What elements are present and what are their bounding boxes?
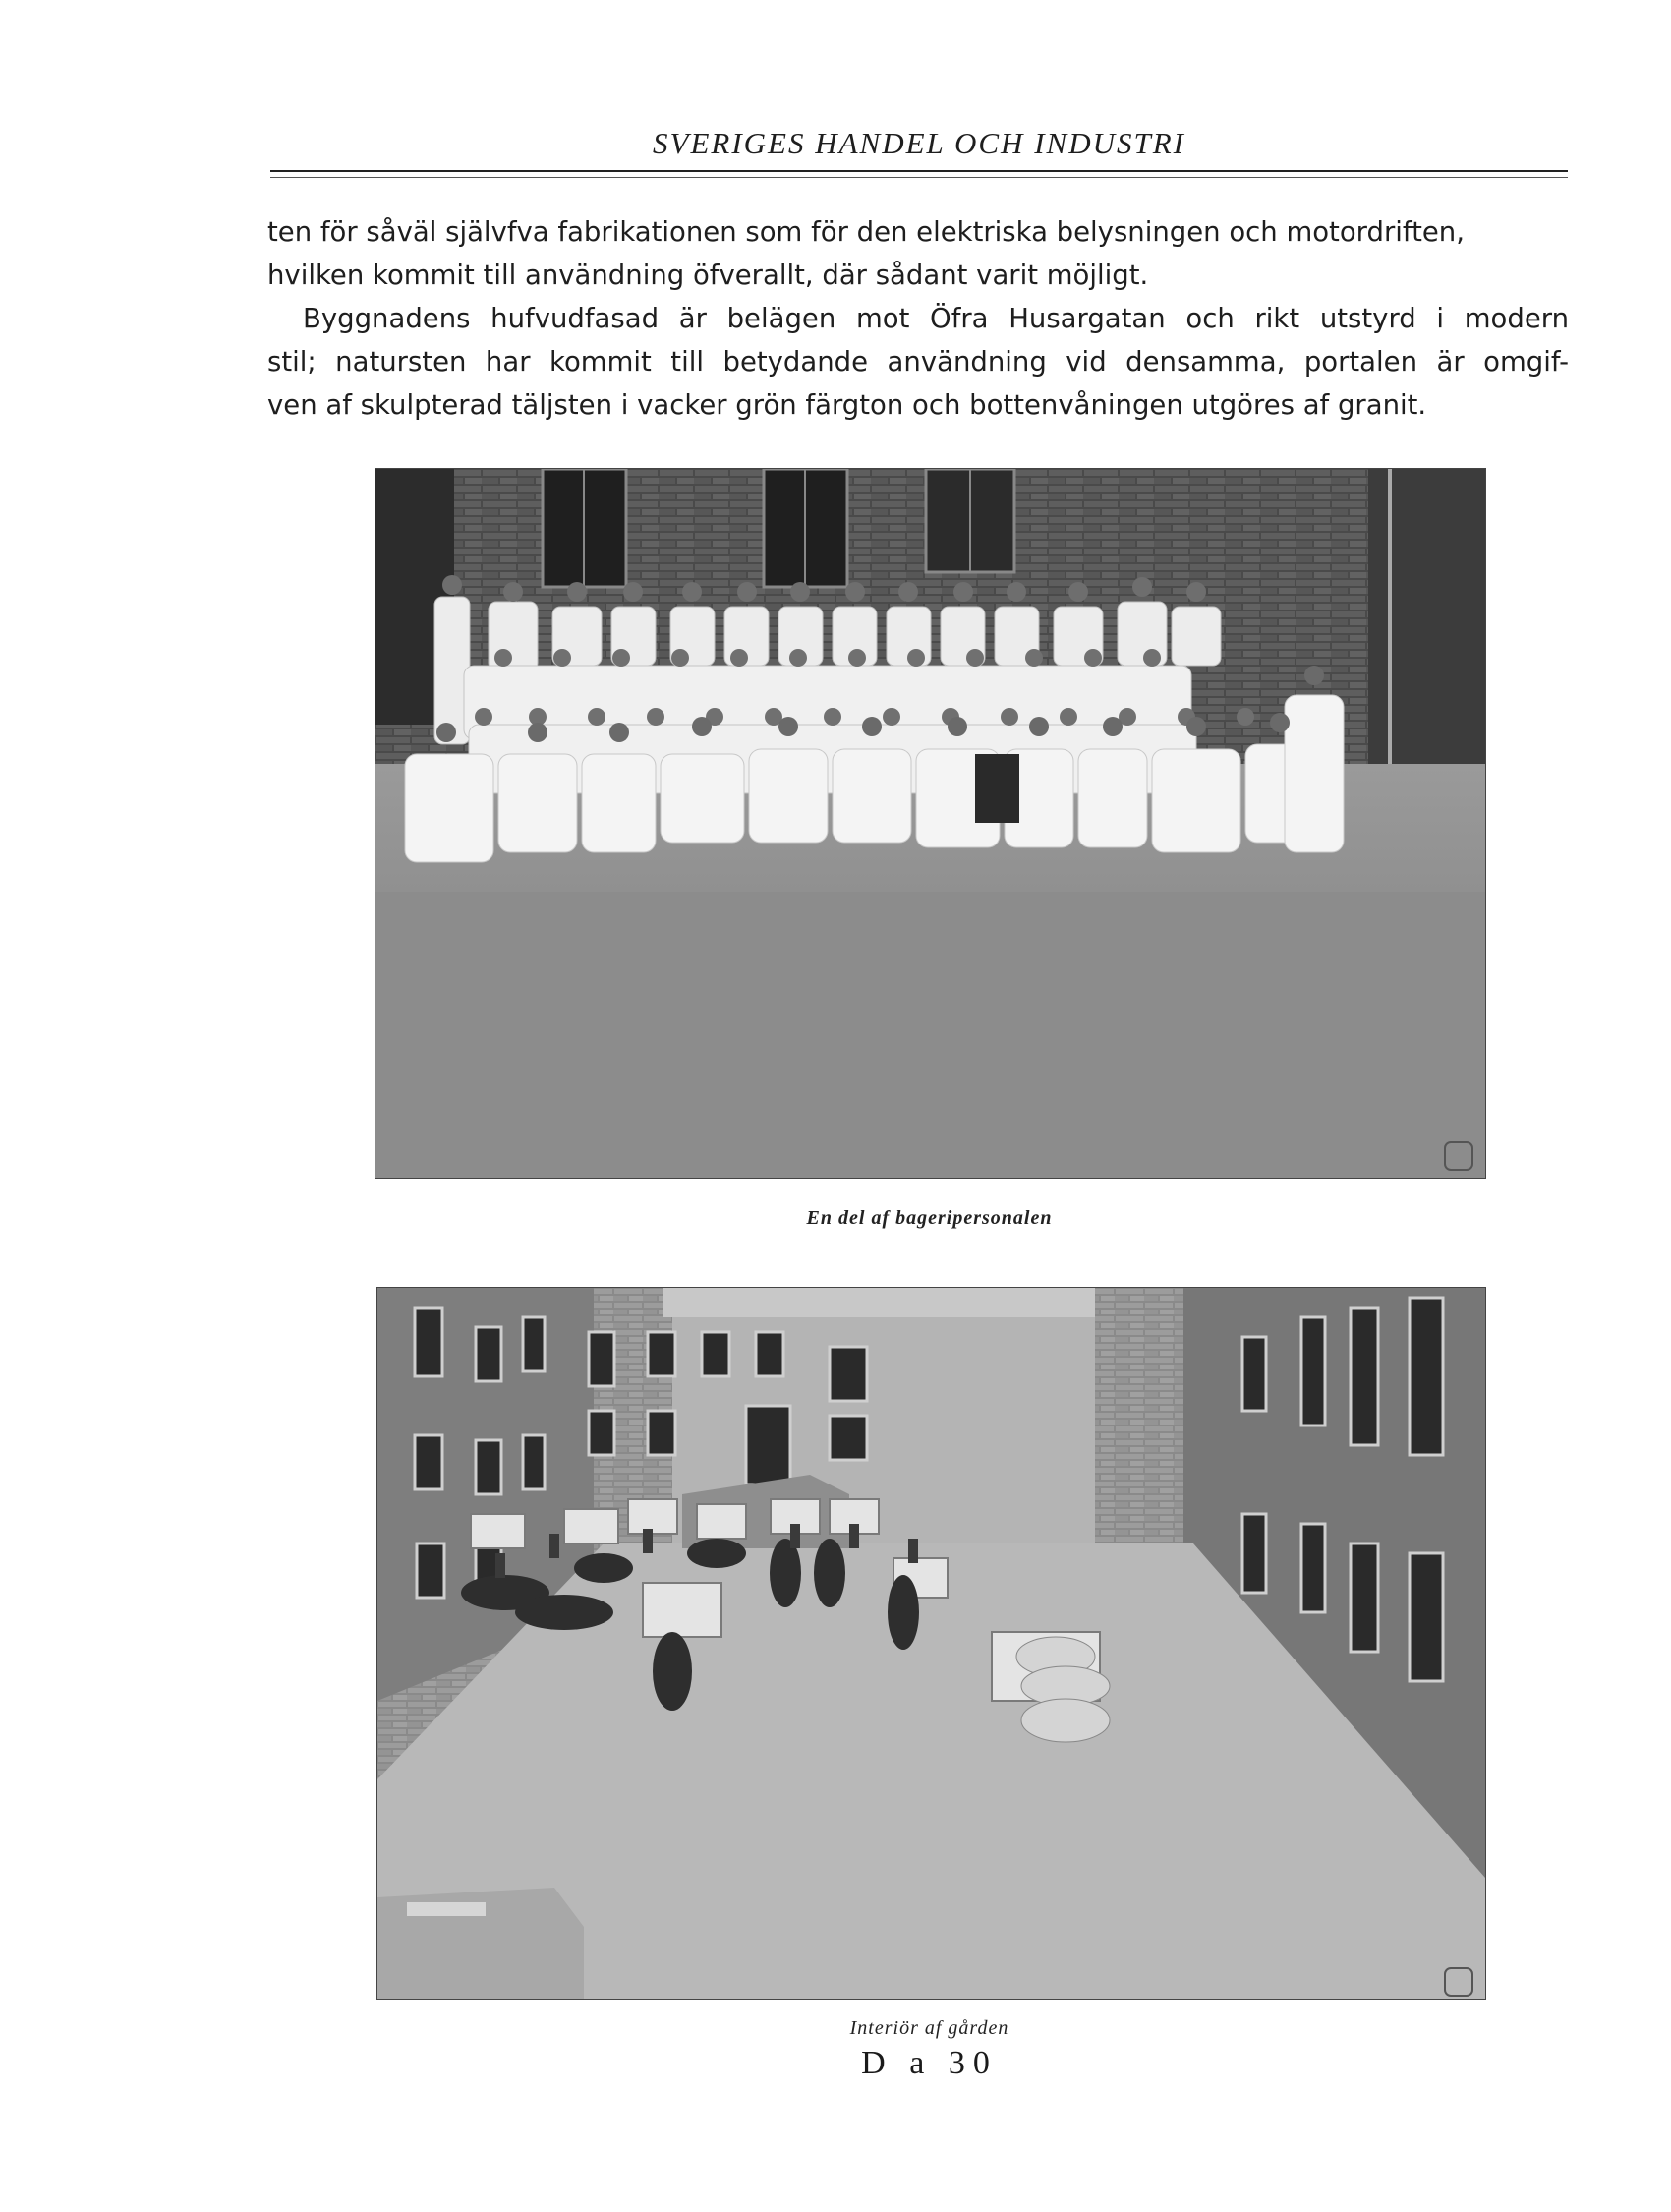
- body-text: [267, 210, 1569, 427]
- text-line: hvilken kommit till användning öfverallt, där sådant varit möjligt.: [267, 260, 1149, 291]
- courtyard-photo: [376, 1287, 1486, 2000]
- bakery-staff-photo: [375, 468, 1486, 1179]
- header-rule-thin: [270, 177, 1568, 178]
- page-number: D a 30: [861, 2045, 998, 2081]
- photo-caption: Interiör af gården: [849, 2017, 1009, 2039]
- text-line: Byggnadens hufvudfasad är belägen mot Öfra Husargatan och rikt utstyrd i modern: [303, 303, 1569, 334]
- text-line: stil; natursten har kommit till betydande användning vid densamma, portalen är omgif-: [267, 346, 1569, 378]
- text-line: ven af skulpterad täljsten i vacker grön färgton och bottenvåningen utgöres af granit.: [267, 389, 1427, 421]
- text-line: ten för såväl självfva fabrikationen som för den elektriska belysningen och motordriften,: [267, 216, 1465, 248]
- header-rule: [270, 170, 1568, 172]
- photo-caption: En del af bageripersonalen: [806, 1207, 1053, 1229]
- running-header: SVERIGES HANDEL OCH INDUSTRI: [653, 126, 1185, 160]
